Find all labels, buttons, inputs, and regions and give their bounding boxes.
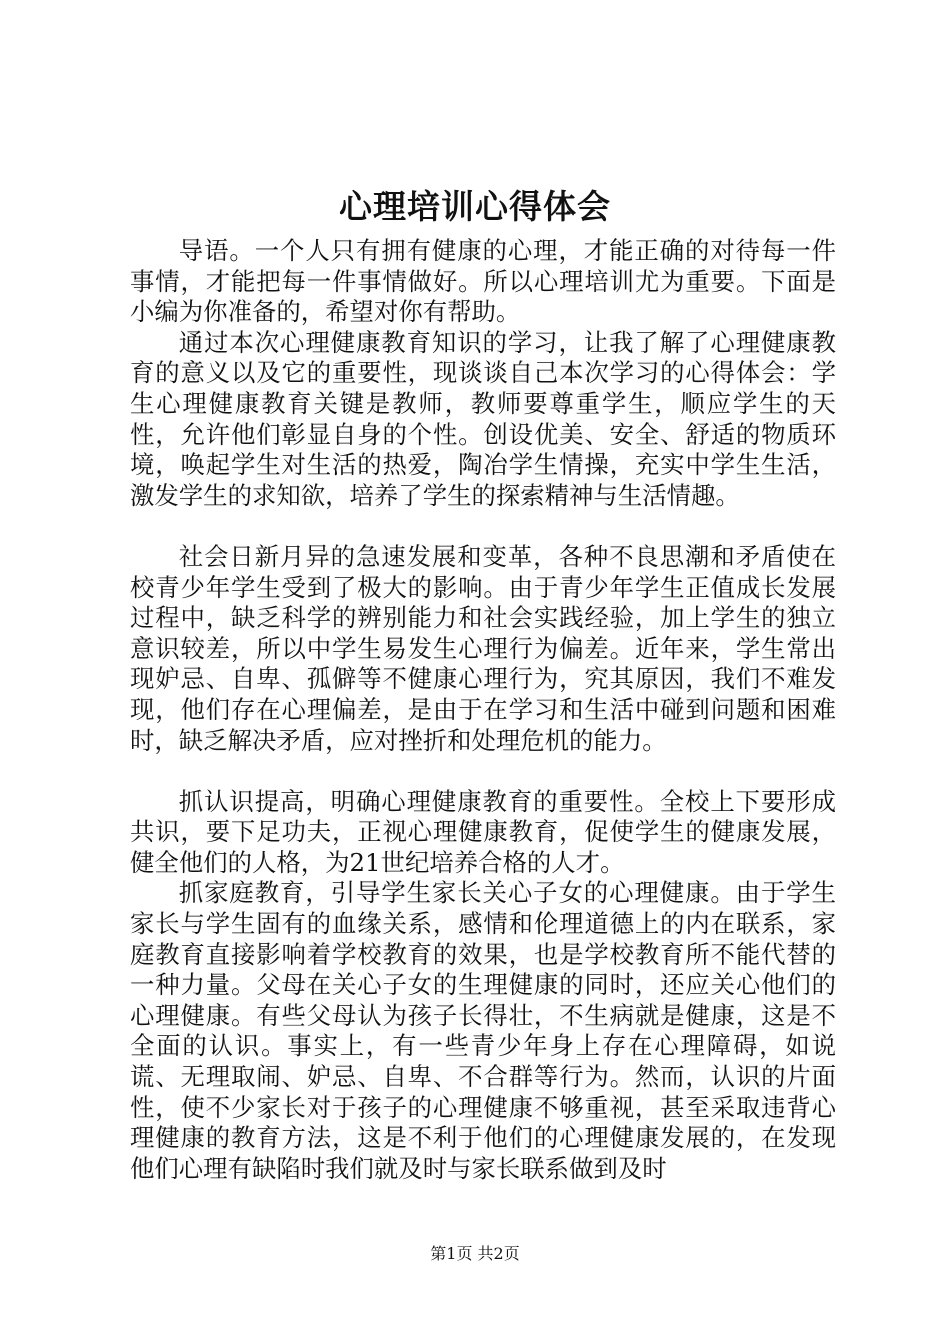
paragraph-family: 抓家庭教育，引导学生家长关心子女的心理健康。由于学生家长与学生固有的血缘关系，感情和伦理道德上的内在联系，家庭教育直接影响着学校教育的效果，也是学校教育所不能代替的一种力量。父母在关心子女的生理健康的同时，还应关心他们的心理健康。有些父母认为孩子长得壮，不生病就是健康，这是不全面的认识。事实上，有一些青少年身上存在心理障碍，如说谎、无理取闹、妒忌、自卑、不合群等行为。然而，认识的片面性，使不少家长对于孩子的心理健康不够重视，甚至采取违背心理健康的教育方法，这是不利于他们的心理健康发展的，在发现他们心理有缺陷时我们就及时与家长联系做到及时 <box>130 878 836 1183</box>
paragraph-society: 社会日新月异的急速发展和变革，各种不良思潮和矛盾使在校青少年学生受到了极大的影响。由于青少年学生正值成长发展过程中，缺乏科学的辨别能力和社会实践经验，加上学生的独立意识较差，所以中学生易发生心理行为偏差。近年来，学生常出现妒忌、自卑、孤僻等不健康心理行为，究其原因，我们不难发现，他们存在心理偏差，是由于在学习和生活中碰到问题和困难时，缺乏解决矛盾，应对挫折和处理危机的能力。 <box>130 541 836 755</box>
page-number-footer: 第1页 共2页 <box>430 1244 520 1263</box>
document-body <box>130 236 836 1184</box>
paragraph-awareness: 抓认识提高，明确心理健康教育的重要性。全校上下要形成共识，要下足功夫，正视心理健康教育，促使学生的健康发展，健全他们的人格，为21世纪培养合格的人才。 <box>130 786 836 877</box>
paragraph-intro: 导语。一个人只有拥有健康的心理，才能正确的对待每一件事情，才能把每一件事情做好。所以心理培训尤为重要。下面是小编为你准备的，希望对你有帮助。 <box>130 236 836 327</box>
paragraph-study: 通过本次心理健康教育知识的学习，让我了解了心理健康教育的意义以及它的重要性，现谈谈自己本次学习的心得体会：学生心理健康教育关键是教师，教师要尊重学生，顺应学生的天性，允许他们彰显自身的个性。创设优美、安全、舒适的物质环境，唤起学生对生活的热爱，陶冶学生情操，充实中学生生活，激发学生的求知欲，培养了学生的探索精神与生活情趣。 <box>130 327 836 510</box>
document-title: 心理培训心得体会 <box>339 187 611 226</box>
